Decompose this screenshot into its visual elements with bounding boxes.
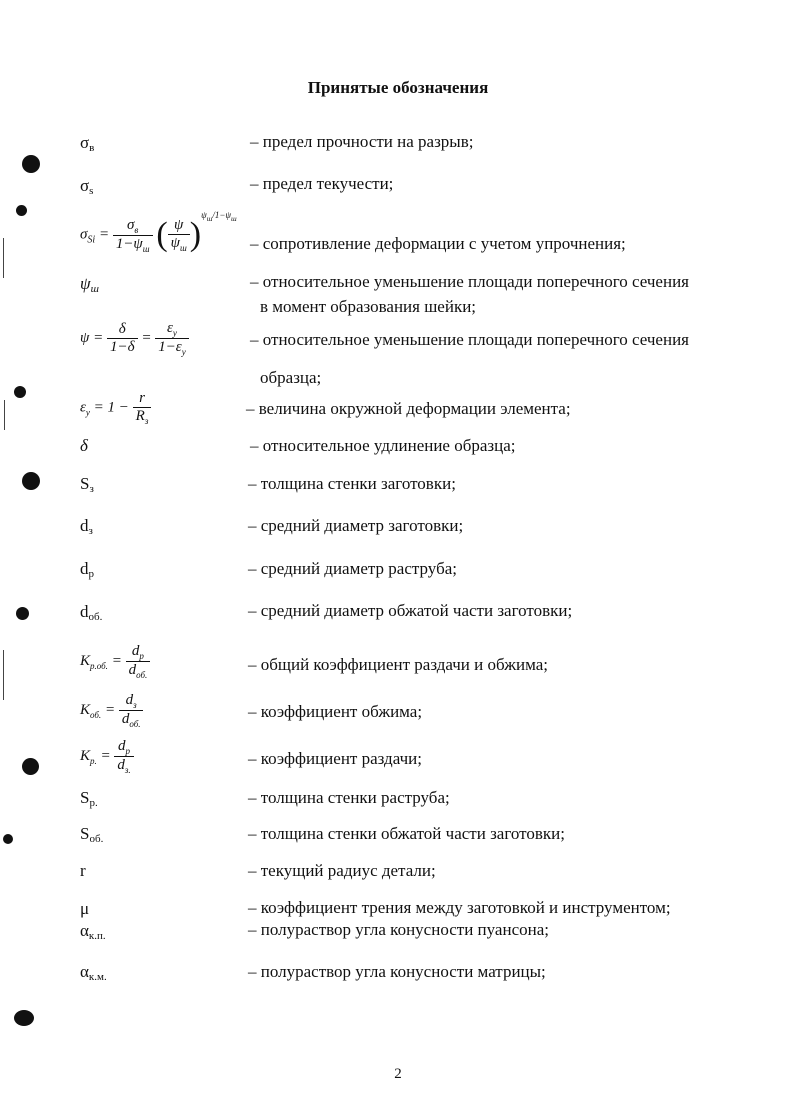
desc-alpha-km: – полураствор угла конусности матрицы; xyxy=(248,962,546,981)
binder-hole xyxy=(16,607,29,620)
desc-alpha-kp: – полураствор угла конусности пуансона; xyxy=(248,920,549,939)
symbol-delta: δ xyxy=(80,436,88,455)
formula-psi: ψ = $\frac{\delta}{1-\delta}$ = $\frac{\varepsilon_y}{1-\varepsilon_y}$ xyxy=(80,320,189,357)
symbol-s-ob: $S_{об.}$ xyxy=(80,824,104,845)
desc-s-ob: – толщина стенки обжатой части заготовки; xyxy=(248,824,565,843)
scan-edge-mark xyxy=(3,650,4,700)
desc-k-r: – коэффициент раздачи; xyxy=(248,749,422,768)
desc-s-z: – толщина стенки заготовки; xyxy=(248,474,456,493)
binder-hole xyxy=(22,155,40,173)
desc-sigma-b: – предел прочности на разрыв; xyxy=(250,132,474,151)
desc-delta: – относительное удлинение образца; xyxy=(250,436,516,455)
symbol-s-r: $S_{р.}$ xyxy=(80,788,98,809)
symbol-mu: μ xyxy=(80,899,90,918)
desc-k-ob: – коэффициент обжима; xyxy=(248,702,423,721)
page-number: 2 xyxy=(394,1066,402,1082)
formula-k-r: $K_{р.}$ = $\frac{d_р}{d_{з.}}$ xyxy=(80,738,134,775)
desc-psi: – относительное уменьшение площади поперечного сечения xyxy=(250,330,689,349)
symbol-r: r xyxy=(80,861,86,880)
binder-hole xyxy=(14,386,26,398)
symbol-alpha-kp: $\alpha_{к.п.}$ xyxy=(80,921,106,942)
desc-psi-sh: – относительное уменьшение площади поперечного сечения xyxy=(250,272,689,291)
symbol-sigma-b: $\sigma_в$ xyxy=(80,133,95,154)
page-title: Принятые обозначения xyxy=(307,78,489,97)
symbol-d-p: $d_р$ xyxy=(80,559,94,580)
desc-s-r: – толщина стенки раструба; xyxy=(248,788,450,807)
symbol-d-ob: $d_{об.}$ xyxy=(80,602,103,623)
formula-k-ob: $K_{об.}$ = $\frac{d_з}{d_{об.}}$ xyxy=(80,692,143,729)
desc-k-rob: – общий коэффициент раздачи и обжима; xyxy=(248,655,548,674)
binder-hole xyxy=(16,205,27,216)
symbol-alpha-km: $\alpha_{к.м.}$ xyxy=(80,962,107,983)
symbol-s-z: $S_з$ xyxy=(80,474,94,495)
desc-r: – текущий радиус детали; xyxy=(248,861,436,880)
desc-sigma-si: – сопротивление деформации с учетом упрочнения; xyxy=(250,234,626,253)
desc-psi-sh-cont: в момент образования шейки; xyxy=(260,297,477,316)
formula-k-rob: $K_{р.об.}$ = $\frac{d_р}{d_{об.}}$ xyxy=(80,643,150,680)
binder-hole xyxy=(22,758,39,775)
desc-mu: – коэффициент трения между заготовкой и инструментом; xyxy=(248,898,671,917)
scan-edge-mark xyxy=(4,400,5,430)
symbol-psi-sh: $\psi_ш$ xyxy=(80,274,99,295)
binder-hole xyxy=(14,1010,34,1026)
formula-epsilon-y: $\varepsilon_y = 1$ − $\frac{r}{R_з}$ xyxy=(80,390,151,426)
desc-d-z: – средний диаметр заготовки; xyxy=(248,516,464,535)
desc-d-ob: – средний диаметр обжатой части заготовки; xyxy=(248,601,573,620)
desc-sigma-s: – предел текучести; xyxy=(250,174,394,193)
desc-psi-cont: образца; xyxy=(260,368,322,387)
scan-edge-mark xyxy=(3,238,4,278)
desc-epsilon-y: – величина окружной деформации элемента; xyxy=(246,399,571,418)
symbol-d-z: $d_з$ xyxy=(80,516,93,537)
symbol-sigma-s: $\sigma_s$ xyxy=(80,176,94,197)
binder-hole xyxy=(22,472,40,490)
formula-sigma-si: $\sigma_{Si}$ = $\frac{\sigma_в}{1-\psi_ш}$ ( $\frac{\psi}{\psi_ш}$ )$\psi_ш/1-\psi_ш$ xyxy=(80,210,237,254)
desc-d-p: – средний диаметр раструба; xyxy=(248,559,457,578)
binder-hole xyxy=(3,834,13,844)
